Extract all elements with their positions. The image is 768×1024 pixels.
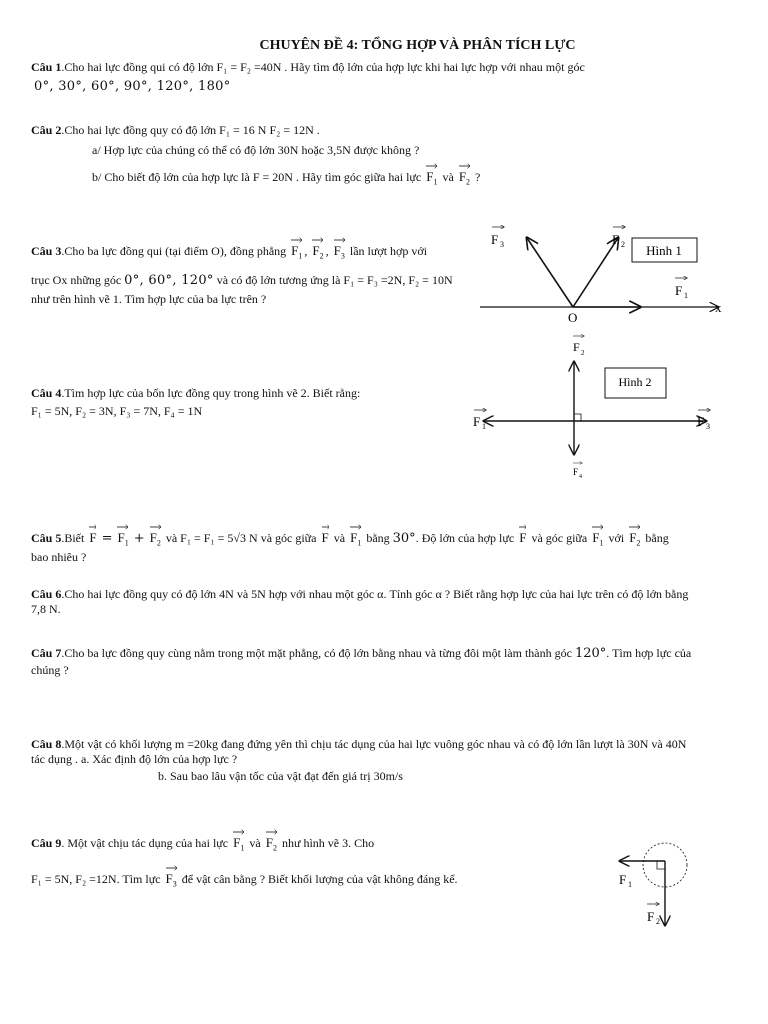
svg-text:F: F	[491, 232, 499, 247]
svg-text:F: F	[675, 283, 683, 298]
figure-1	[470, 220, 740, 330]
right-angle-mark	[657, 861, 665, 869]
q3-angles: 0°, 60°, 120°	[124, 273, 214, 288]
q2-part-a: a/ Hợp lực của chúng có thể có độ lớn 30N hoặc 3,5N được không ?	[92, 143, 420, 157]
q3-line1-post: lần lượt hợp với	[349, 244, 428, 258]
q5-angle: 30°	[392, 531, 416, 546]
svg-text:1: 1	[482, 422, 486, 431]
q1-label: Câu 1	[31, 60, 62, 74]
svg-text:F: F	[612, 232, 620, 247]
vector-f: F	[89, 530, 97, 545]
vector-f2: $F_2$	[629, 530, 641, 548]
figure-2-label: Hình 2	[618, 375, 652, 389]
q2-text: .Cho hai lực đồng quy có độ lớn F₁ = 16 N F₂ = 12N .	[61, 123, 320, 137]
fig1-f2-label	[612, 227, 625, 249]
q1-angles: 0°, 30°, 60°, 90°, 120°, 180°	[34, 79, 231, 94]
q4-label: Câu 4	[31, 386, 62, 400]
axis-label: x	[715, 300, 722, 315]
q7-angle: 120°	[574, 646, 607, 661]
q2-b-and: và	[442, 170, 454, 184]
vector-f1: $F_1$	[117, 530, 129, 548]
vector-f1: $F_1$	[291, 243, 303, 261]
svg-text:1: 1	[628, 880, 632, 889]
q3-line3: như trên hình vẽ 1. Tìm hợp lực của ba lực trên ?	[31, 292, 267, 306]
q2-label: Câu 2	[31, 123, 62, 137]
q9-label: Câu 9	[31, 836, 62, 850]
f2-arrow	[573, 238, 618, 307]
vector-f: F	[519, 530, 527, 545]
q8-line2: tác dụng . a. Xác định độ lớn của hợp lực ?	[31, 752, 238, 766]
fig2-f3-label	[697, 410, 710, 431]
vector-f1: $F_1$	[350, 530, 362, 548]
question-9: Câu 9. Một vật chịu tác dụng của hai lực $F_1$ và $F_2$ như hình vẽ 3. Cho	[31, 829, 374, 853]
q1-text: .Cho hai lực đồng qui có độ lớn F₁ = F₂ =40N . Hãy tìm độ lớn của hợp lực khi hai lực hợp với nhau một góc	[61, 60, 585, 74]
q2-part-b	[92, 163, 480, 187]
q2-b-text: b/ Cho biết độ lớn của hợp lực là F = 20N . Hãy tìm góc giữa hai lực	[92, 170, 422, 184]
fig3-f1-label	[619, 872, 632, 889]
q3-line1: .Cho ba lực đồng qui (tại điểm O), đồng phẳng	[61, 244, 287, 258]
q7-label: Câu 7	[31, 646, 62, 660]
svg-text:1: 1	[684, 291, 688, 300]
q7-line2: chúng ?	[31, 663, 69, 677]
question-4: Câu 4.Tìm hợp lực của bốn lực đồng quy trong hình vẽ 2. Biết rằng:	[31, 386, 361, 400]
vector-f2: $F_2$	[312, 243, 324, 261]
q6-label: Câu 6	[31, 587, 62, 601]
origin-label: O	[568, 310, 578, 325]
svg-text:F: F	[573, 467, 579, 477]
vector-f1: $F_1$	[426, 169, 438, 187]
vector-f2: $F_2$	[265, 835, 277, 853]
q4-line2: F₁ = 5N, F₂ = 3N, F₃ = 7N, F₄ = 1N	[31, 404, 203, 418]
svg-text:F: F	[573, 340, 580, 354]
svg-text:3: 3	[706, 422, 710, 431]
vector-f1: $F_1$	[233, 835, 245, 853]
question-8: Câu 8.Một vật có khối lượng m =20kg đang đứng yên thì chịu tác dụng của hai lực vuông góc nhau và có độ lớn lần lượt là 30N và 40N	[31, 737, 687, 751]
fig1-f1-label	[675, 278, 688, 300]
question-1	[31, 60, 585, 75]
vector-f3: $F_3$	[333, 243, 345, 261]
svg-text:3: 3	[500, 240, 504, 249]
question-3: Câu 3.Cho ba lực đồng qui (tại điểm O), đồng phẳng $F_1$ , $F_2$ , $F_3$ lần lượt hợp với	[31, 237, 427, 261]
q3-line2: trục Ox những góc 0°, 60°, 120° và có độ lớn tương ứng là F₁ = F₃ =2N, F₂ = 10N	[31, 273, 453, 288]
question-6: Câu 6.Cho hai lực đồng quy có độ lớn 4N và 5N hợp với nhau một góc α. Tính góc α ? Biết rằng hợp lực của hai lực trên có độ lớn bằng	[31, 587, 689, 601]
page-title: CHUYÊN ĐỀ 4: TỔNG HỢP VÀ PHÂN TÍCH LỰC	[259, 38, 576, 53]
question-2	[31, 123, 320, 138]
svg-text:4: 4	[579, 474, 582, 480]
q5-line2: bao nhiêu ?	[31, 550, 87, 564]
vector-f2: $F_2$	[149, 530, 161, 548]
svg-text:2: 2	[581, 349, 585, 357]
q9-line2: F₁ = 5N, F₂ =12N. Tìm lực $F_3$ để vật cân bằng ? Biết khối lượng của vật không đáng kể.	[31, 865, 458, 889]
q6-line2: 7,8 N.	[31, 602, 61, 616]
q8-line3: b. Sau bao lâu vận tốc của vật đạt đến giá trị 30m/s	[158, 769, 403, 783]
f3-arrow	[527, 238, 573, 307]
svg-text:F: F	[697, 414, 705, 429]
fig3-f2-label	[647, 904, 660, 926]
svg-text:F: F	[619, 872, 627, 887]
q8-label: Câu 8	[31, 737, 62, 751]
figure-1-label: Hình 1	[646, 243, 682, 258]
svg-text:F: F	[647, 909, 655, 924]
q5-label: Câu 5	[31, 531, 62, 545]
fig2-f4-label	[573, 463, 582, 480]
vector-f1: $F_1$	[592, 530, 604, 548]
right-angle-mark	[574, 414, 581, 421]
question-7: Câu 7.Cho ba lực đồng quy cùng nằm trong một mặt phẳng, có độ lớn bằng nhau và từng đôi một làm thành góc 120°. Tìm hợp lực của	[31, 646, 692, 661]
vector-f3: $F_3$	[165, 871, 177, 889]
q3-label: Câu 3	[31, 244, 62, 258]
svg-text:F: F	[473, 414, 481, 429]
q2-b-end: ?	[475, 170, 481, 184]
svg-text:2: 2	[621, 240, 625, 249]
vector-f: F	[321, 530, 329, 545]
figure-3	[600, 825, 710, 935]
vector-f2: $F_2$	[458, 169, 471, 187]
svg-text:2: 2	[656, 917, 660, 926]
question-5: Câu 5.Biết F = $F_1$ + $F_2$ và F₁ = F₁ = 5√3 N và góc giữa F và $F_1$ bằng 30°. Độ lớn của hợp lực F và góc giữa $F_1$ với $F_2$ bằng	[31, 524, 669, 548]
fig2-f2-label	[573, 336, 585, 357]
figure-2	[466, 330, 726, 485]
fig1-f3-label	[491, 227, 504, 249]
